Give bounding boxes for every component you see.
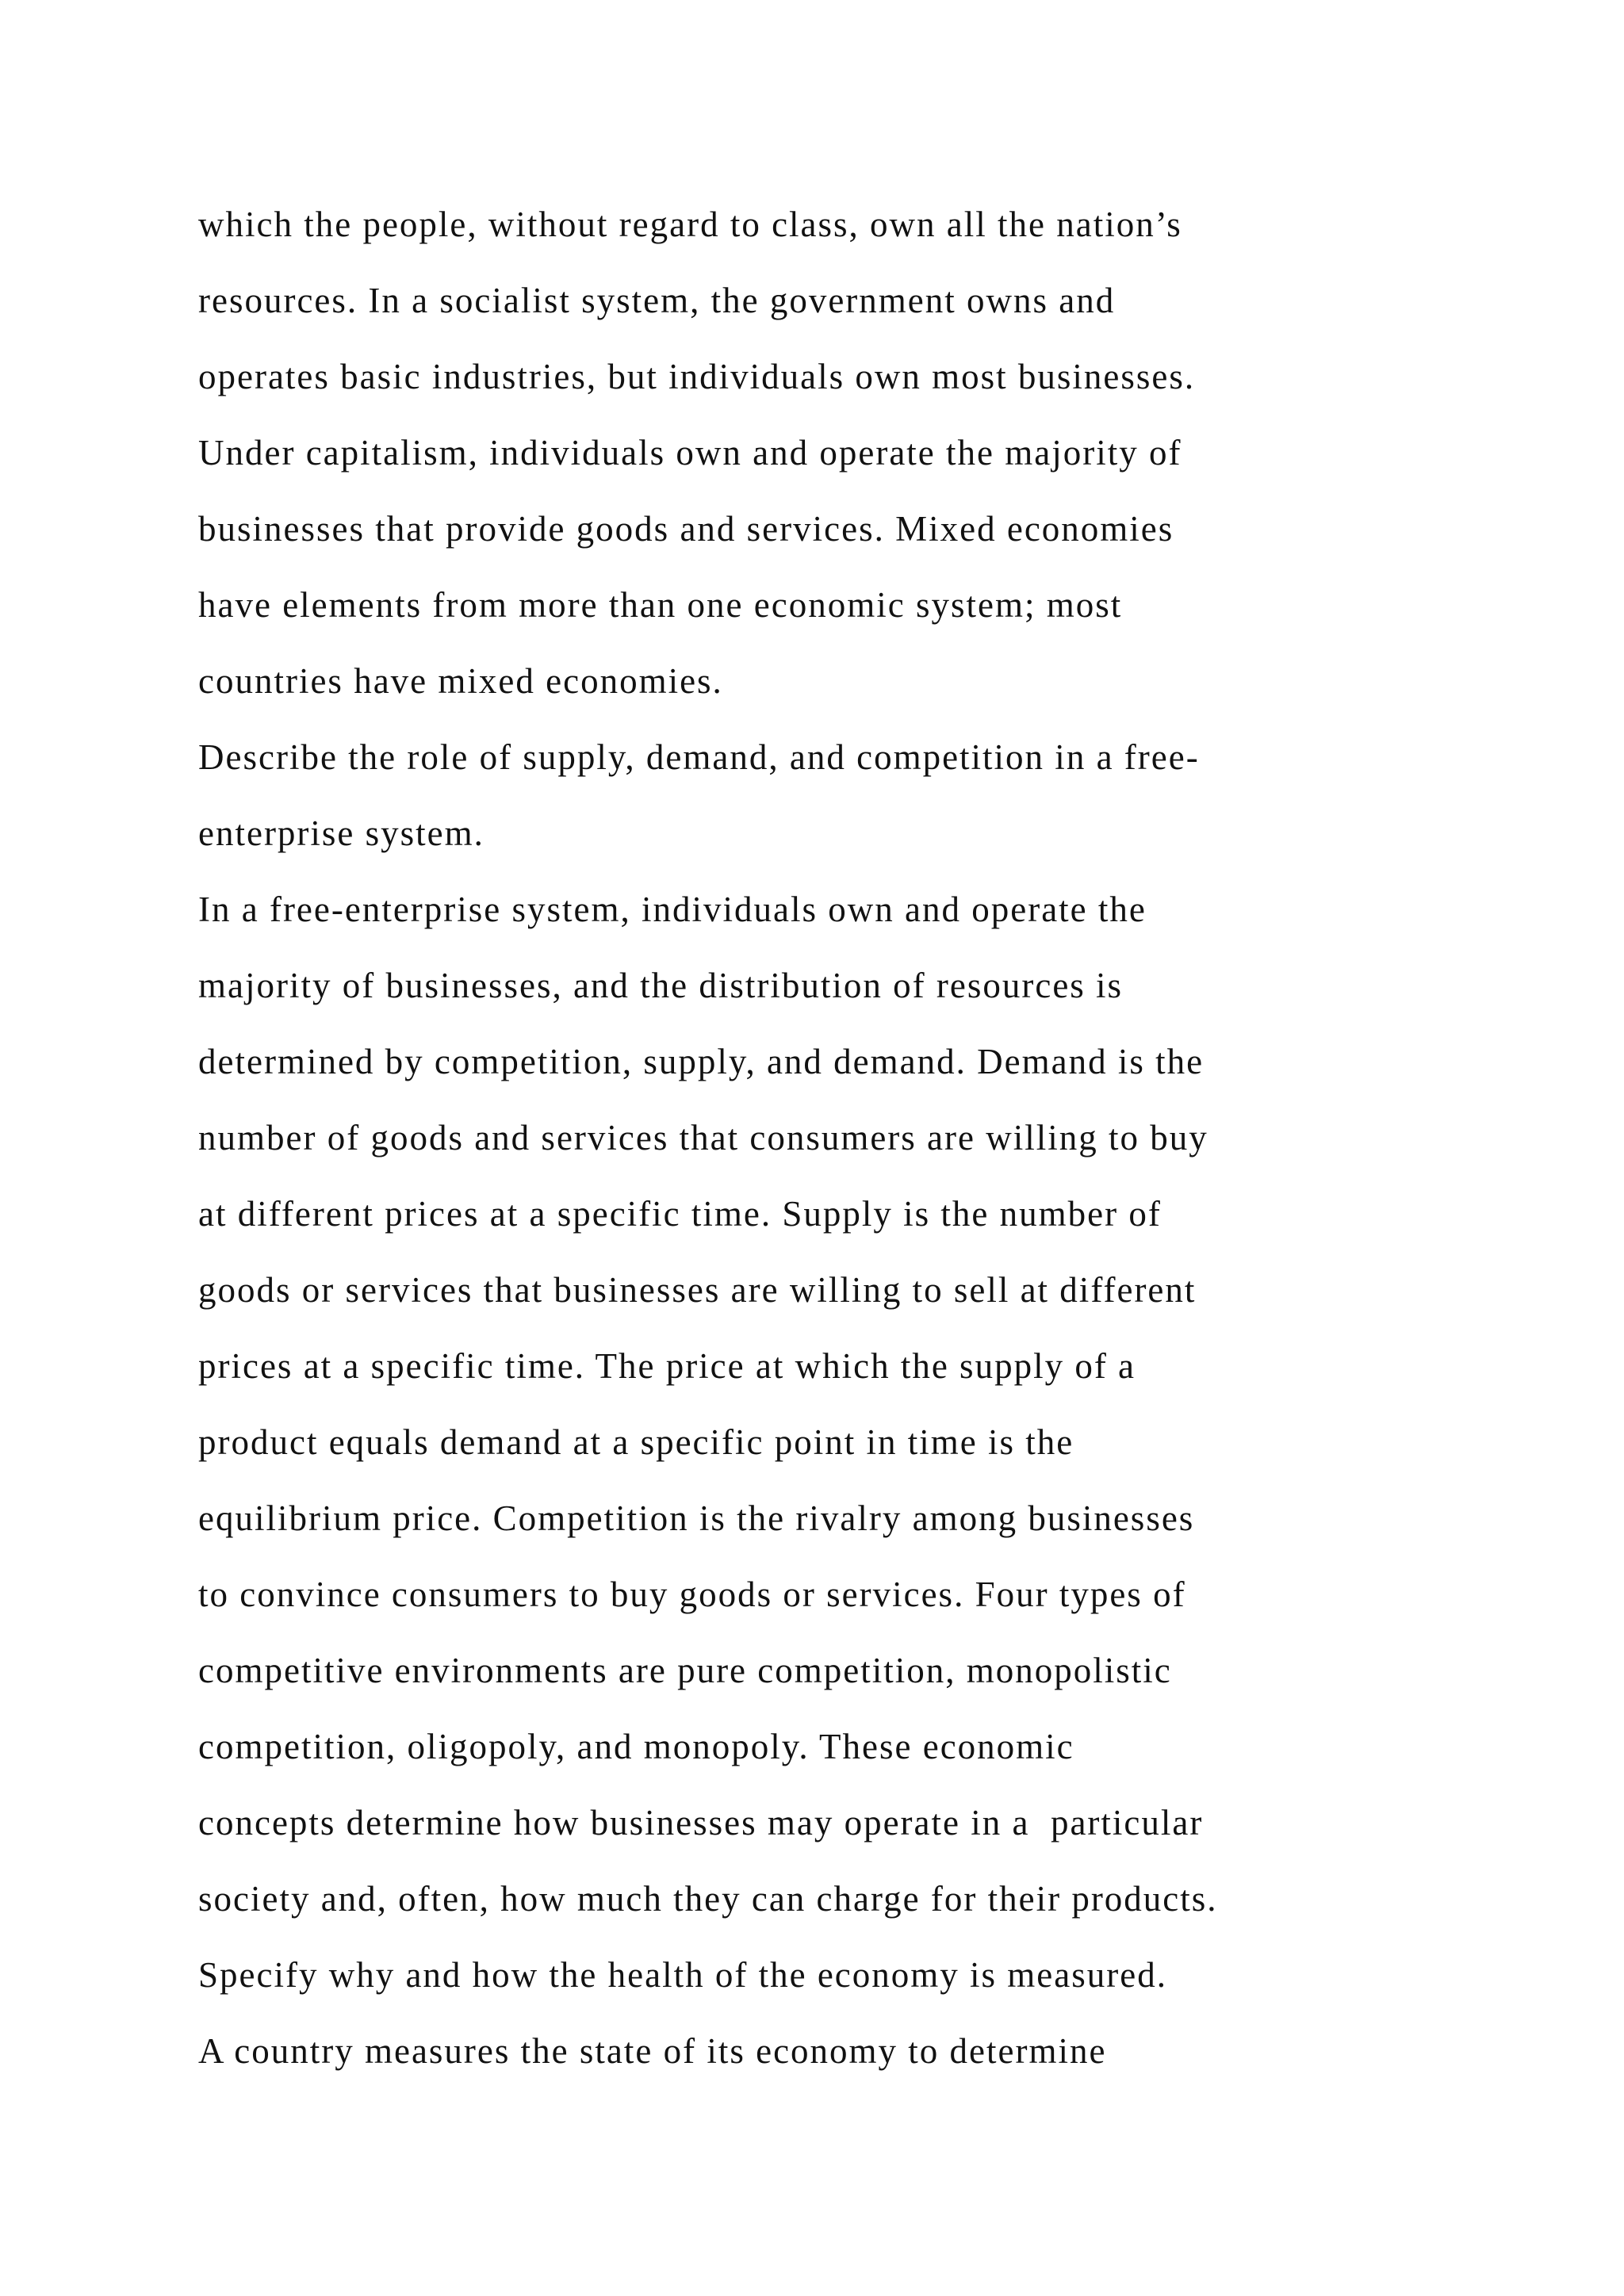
text-line: competition, oligopoly, and monopoly. These economic	[198, 1727, 1074, 1766]
text-line: which the people, without regard to class, own all the nation’s	[198, 205, 1182, 244]
text-line: businesses that provide goods and services. Mixed economies	[198, 509, 1174, 549]
question-heading: Describe the role of supply, demand, and competition in a free-	[198, 737, 1200, 777]
text-line: competitive environments are pure competition, monopolistic	[198, 1651, 1172, 1690]
text-line: A country measures the state of its economy to determine	[198, 2031, 1107, 2071]
text-line: concepts determine how businesses may operate in a particular	[198, 1803, 1204, 1843]
text-line: number of goods and services that consumers are willing to buy	[198, 1118, 1208, 1158]
text-line: prices at a specific time. The price at which the supply of a	[198, 1346, 1136, 1386]
text-line: Under capitalism, individuals own and operate the majority of	[198, 433, 1182, 473]
text-line: operates basic industries, but individuals own most businesses.	[198, 357, 1196, 396]
text-line: at different prices at a specific time. Supply is the number of	[198, 1194, 1162, 1234]
text-line: product equals demand at a specific point in time is the	[198, 1422, 1074, 1462]
text-line: equilibrium price. Competition is the rivalry among businesses	[198, 1498, 1195, 1538]
text-line: majority of businesses, and the distribution of resources is	[198, 966, 1124, 1005]
text-line: goods or services that businesses are willing to sell at different	[198, 1270, 1197, 1310]
text-line: society and, often, how much they can charge for their products.	[198, 1879, 1218, 1919]
text-line: In a free-enterprise system, individuals own and operate the	[198, 890, 1147, 929]
question-heading: enterprise system.	[198, 813, 485, 853]
text-line: to convince consumers to buy goods or services. Four types of	[198, 1575, 1186, 1614]
text-line: determined by competition, supply, and demand. Demand is the	[198, 1042, 1205, 1081]
text-line: countries have mixed economies.	[198, 661, 723, 701]
text-line: have elements from more than one economic system; most	[198, 585, 1123, 625]
body-text	[198, 200, 1483, 2103]
text-line: resources. In a socialist system, the government owns and	[198, 281, 1116, 320]
question-heading: Specify why and how the health of the economy is measured.	[198, 1955, 1167, 1995]
